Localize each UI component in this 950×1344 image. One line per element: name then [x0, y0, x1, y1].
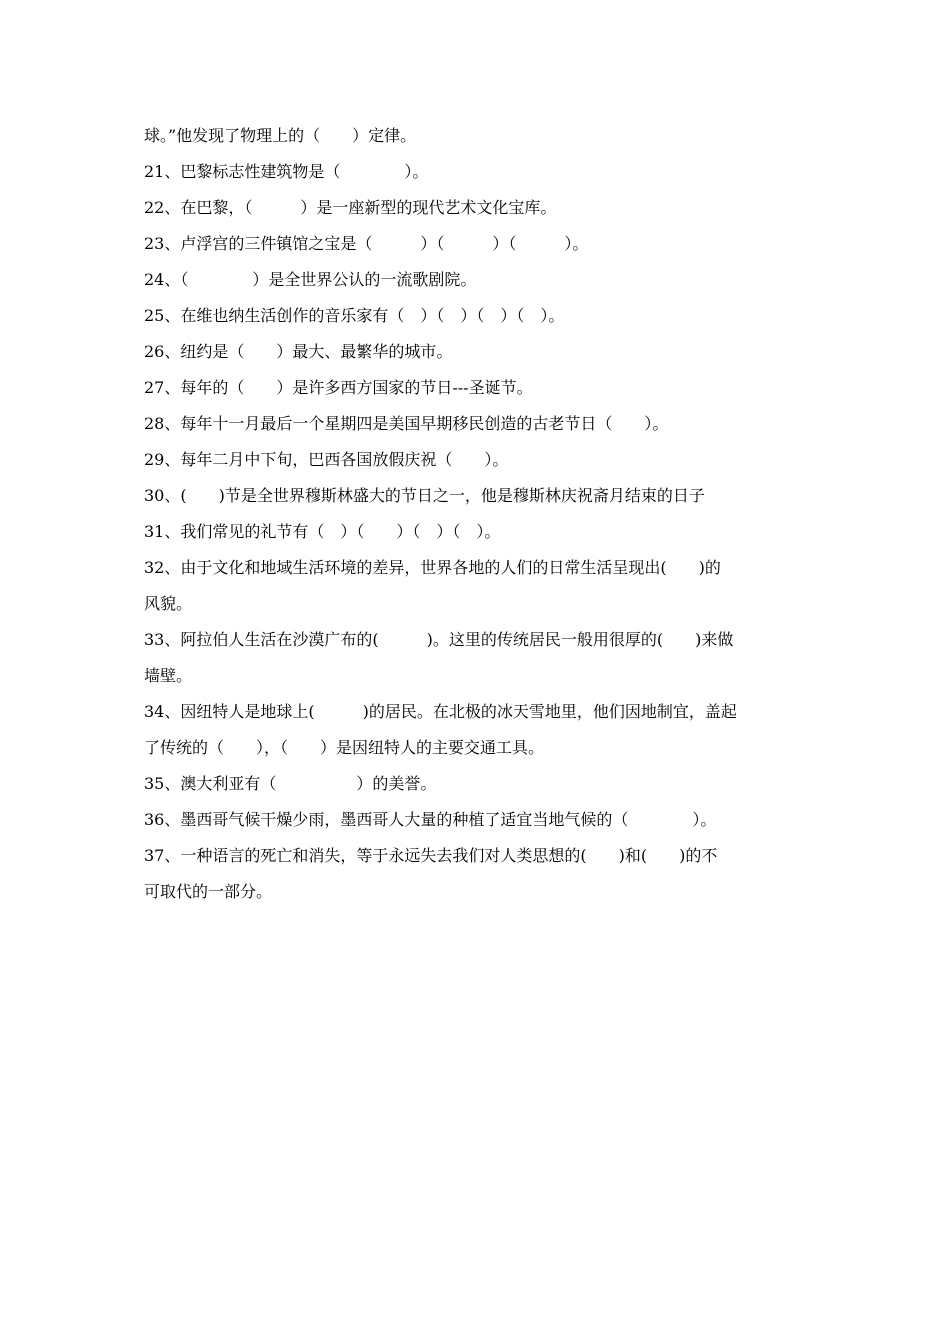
question-29: 29、每年二月中下旬，巴西各国放假庆祝（ ）。 — [144, 450, 509, 469]
question-27: 27、每年的（ ）是许多西方国家的节日---圣诞节。 — [144, 378, 533, 397]
question-22: 22、在巴黎，（ ）是一座新型的现代艺术文化宝库。 — [144, 198, 557, 217]
question-26: 26、纽约是（ ）最大、最繁华的城市。 — [144, 342, 453, 361]
question-31: 31、我们常见的礼节有（ ）（ ）（ ）（ ）。 — [144, 522, 501, 541]
question-36: 36、墨西哥气候干燥少雨，墨西哥人大量的种植了适宜当地气候的（ ）。 — [144, 810, 717, 829]
question-25: 25、在维也纳生活创作的音乐家有（ ）（ ）（ ）（ ）。 — [144, 306, 565, 325]
question-24: 24、（ ）是全世界公认的一流歌剧院。 — [144, 270, 477, 289]
question-28: 28、每年十一月最后一个星期四是美国早期移民创造的古老节日（ ）。 — [144, 414, 669, 433]
question-37: 37、一种语言的死亡和消失，等于永远失去我们对人类思想的( )和( )的不 — [144, 846, 718, 865]
document-page — [144, 118, 814, 910]
question-21: 21、巴黎标志性建筑物是（ ）。 — [144, 162, 429, 181]
question-37-continued: 可取代的一部分。 — [144, 882, 273, 901]
question-35: 35、澳大利亚有（ ）的美誉。 — [144, 774, 437, 793]
question-34-continued: 了传统的（ ），（ ）是因纽特人的主要交通工具。 — [144, 738, 545, 757]
question-33: 33、阿拉伯人生活在沙漠广布的( )。这里的传统居民一般用很厚的( )来做 — [144, 630, 734, 649]
question-33-continued: 墙壁。 — [144, 666, 193, 685]
question-23: 23、卢浮宫的三件镇馆之宝是（ ）（ ）（ ）。 — [144, 234, 589, 253]
question-30: 30、( )节是全世界穆斯林盛大的节日之一，他是穆斯林庆祝斋月结束的日子 — [144, 486, 705, 505]
question-32: 32、由于文化和地域生活环境的差异，世界各地的人们的日常生活呈现出( )的 — [144, 558, 721, 577]
line-continuation-20: 球。”他发现了物理上的（ ）定律。 — [144, 126, 417, 145]
question-32-continued: 风貌。 — [144, 594, 193, 613]
question-34: 34、因纽特人是地球上( )的居民。在北极的冰天雪地里，他们因地制宜，盖起 — [144, 702, 737, 721]
